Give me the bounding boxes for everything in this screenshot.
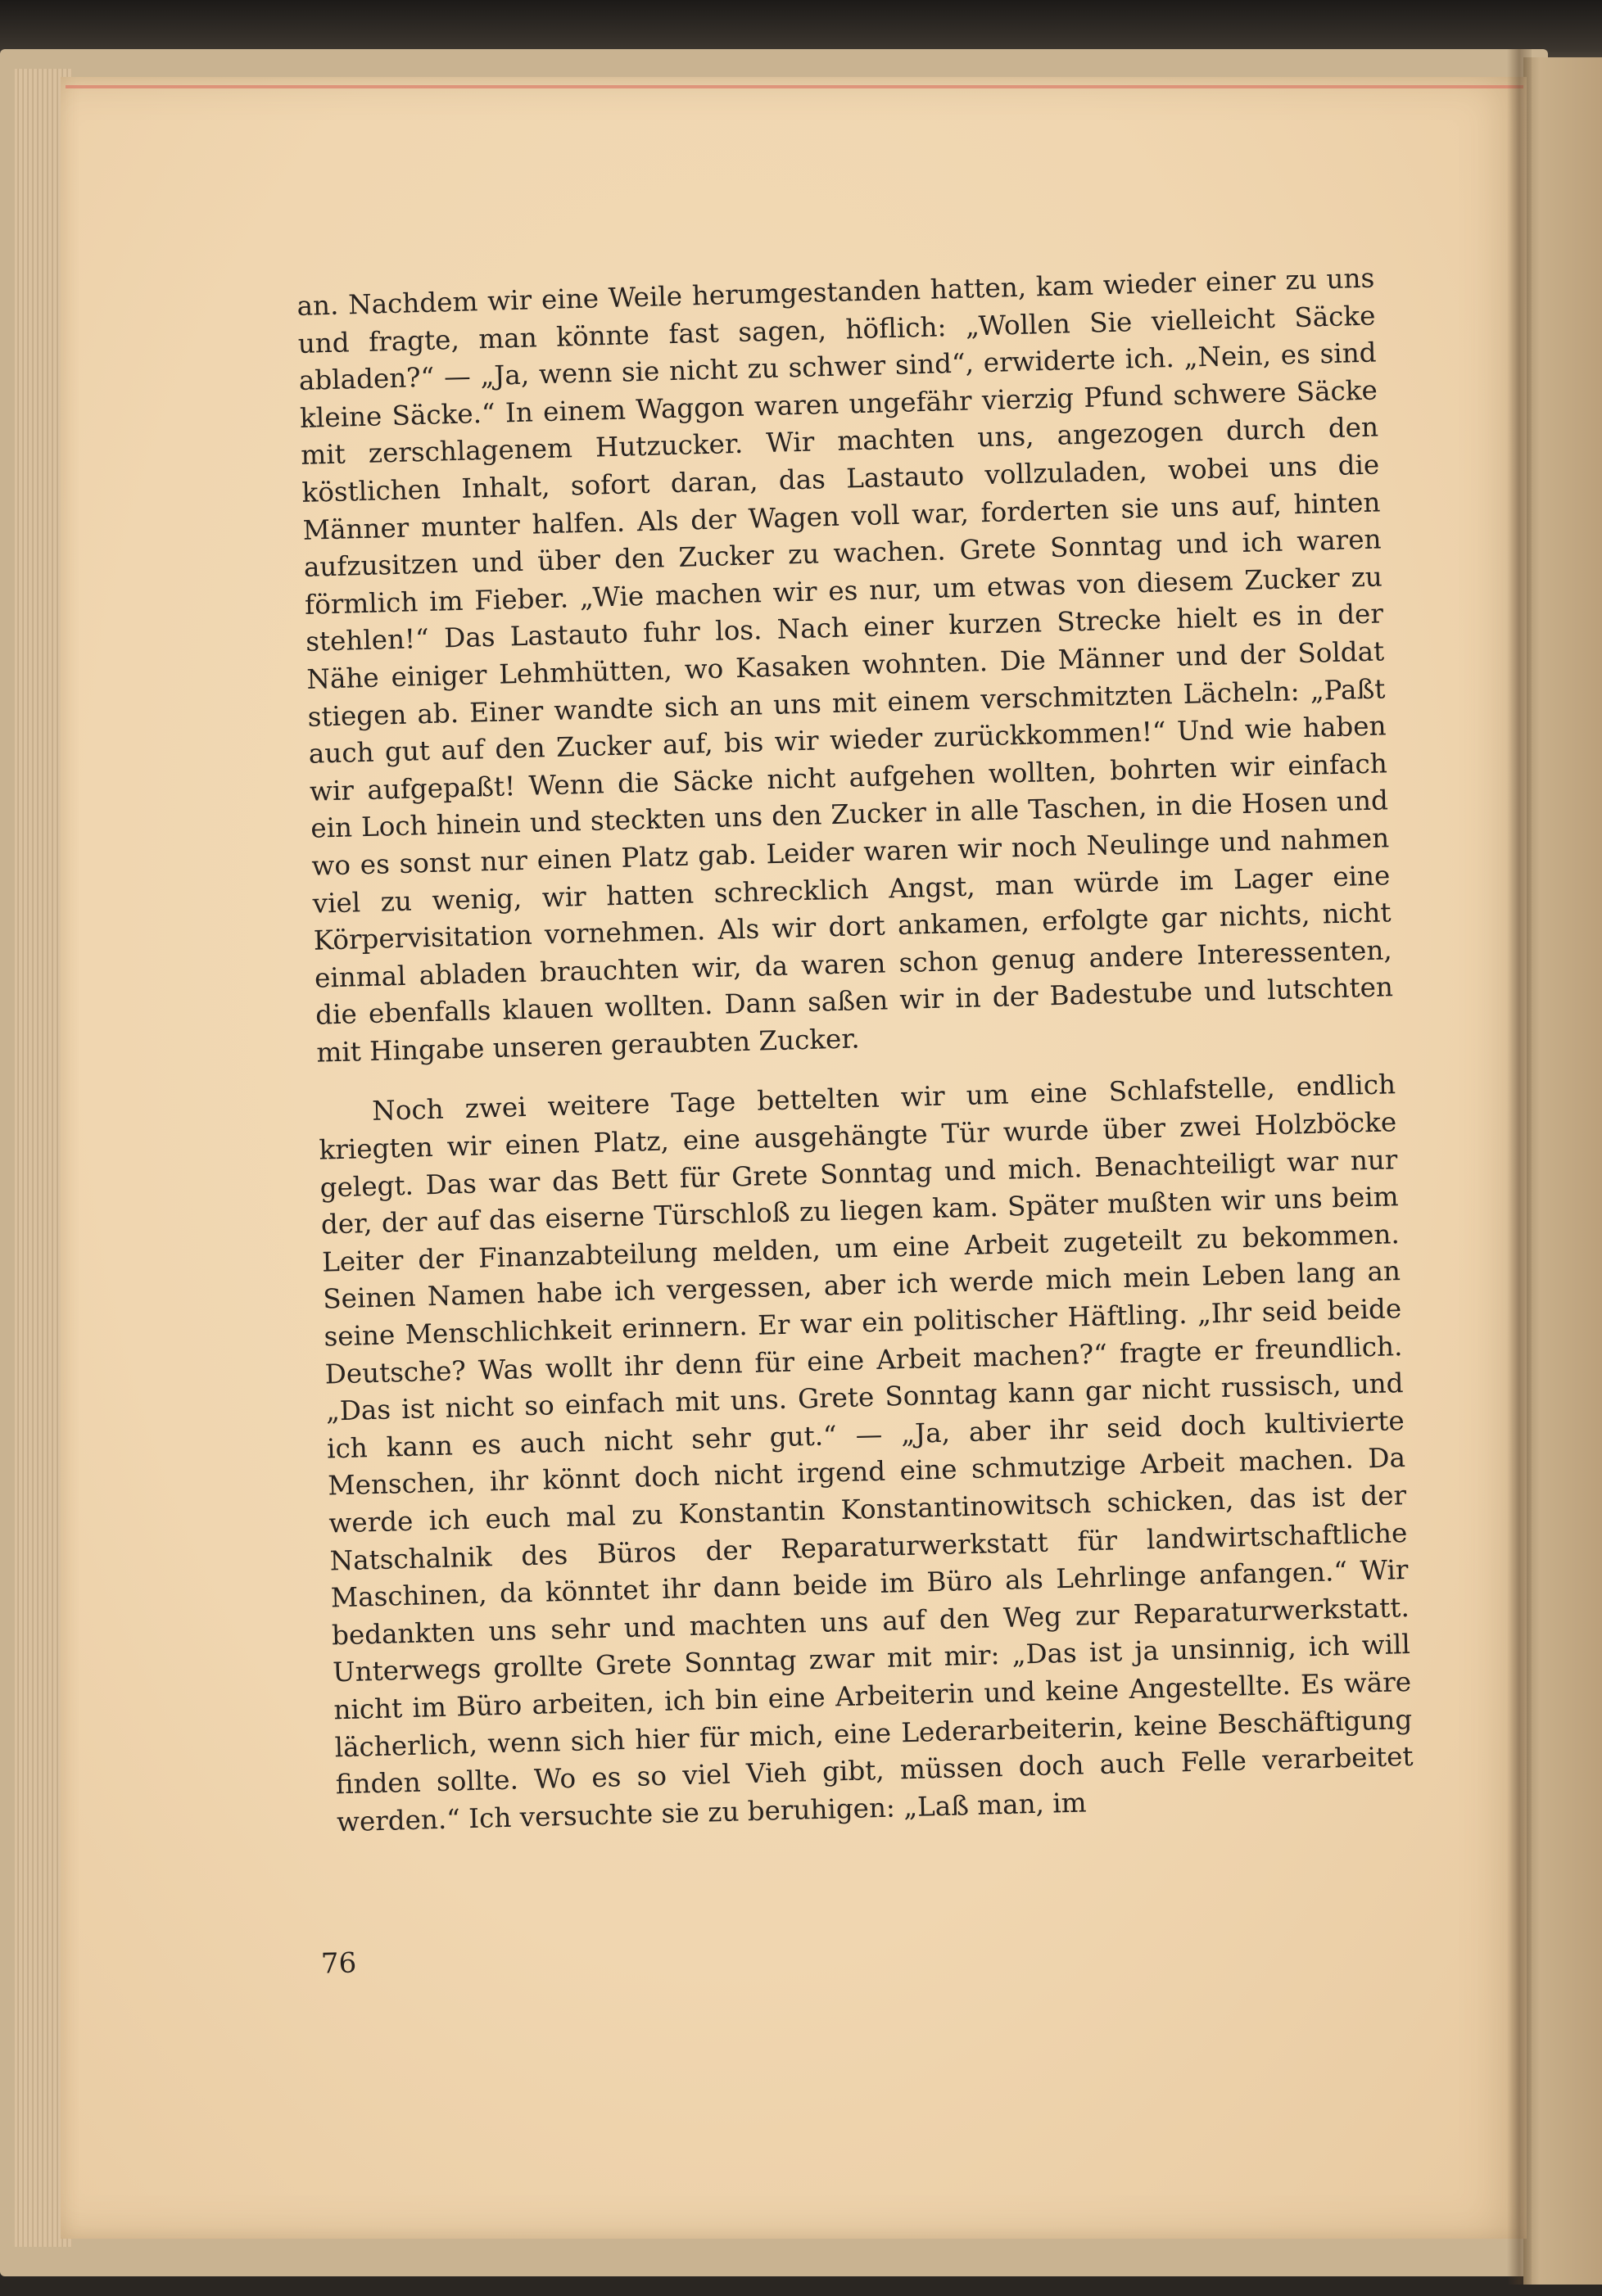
book-binding-shadow bbox=[1507, 49, 1532, 2285]
paragraph-1: an. Nachdem wir eine Weile herumgestanden hatten, kam wieder einer zu uns und fragte, man könnte fast sagen, höflich: „Wollen Sie vielleicht Säcke abladen?“ — „Ja, wenn sie nicht zu schwer sind“, erwiderte ich. „Nein, es sind kleine Säcke.“ In einem Waggon waren ungefähr vierzig Pfund schwere Säcke mit zerschlagenem Hutzucker. Wir machten uns, angezogen durch den köstlichen Inhalt, sofort daran, das Lastauto vollzuladen, wobei uns die Männer munter halfen. Als der Wagen voll war, forderten sie uns auf, hinten aufzusitzen und über den Zucker zu wachen. Grete Sonntag und ich waren förmlich im Fieber. „Wie machen wir es nur, um etwas von diesem Zucker zu stehlen!“ Das Lastauto fuhr los. Nach einer kurzen Strecke hielt es in der Nähe einiger Lehmhütten, wo Kasaken wohnten. Die Männer und der Soldat stiegen ab. Einer wandte sich an uns mit einem verschmitzten Lächeln: „Paßt auch gut auf den Zucker auf, bis wir wieder zurückkommen!“ Und wie haben wir aufgepaßt! Wenn die Säcke nicht aufgehen wollten, bohrten wir einfach ein Loch hinein und steckten uns den Zucker in alle Taschen, in die Hosen und wo es sonst nur einen Platz gab. Leider waren wir noch Neulinge und nahmen viel zu wenig, wir hatten schrecklich Angst, man würde im Lager eine Körpervisitation vornehmen. Als wir dort ankamen, erfolgte gar nichts, nicht einmal abladen brauchten wir, da waren schon genug andere Interessenten, die ebenfalls klauen wollten. Dann saßen wir in der Badestube und lutschten mit Hingabe unseren geraubten Zucker. bbox=[296, 262, 1394, 1069]
body-text bbox=[296, 260, 1414, 1842]
page-top-edge-rule bbox=[66, 85, 1523, 88]
facing-page-edge bbox=[1523, 57, 1602, 2285]
page-number: 76 bbox=[320, 1946, 357, 1981]
paragraph-2: Noch zwei weitere Tage bettelten wir um eine Schlafstelle, endlich kriegten wir einen Platz, eine ausgehängte Tür wurde über zwei Holzböcke gelegt. Das war das Bett für Grete Sonntag und mich. Benachteiligt war nur der, der auf das eiserne Türschloß zu liegen kam. Später mußten wir uns beim Leiter der Finanzabteilung melden, um eine Arbeit zugeteilt zu bekommen. Seinen Namen habe ich vergessen, aber ich werde mich mein Leben lang an seine Menschlichkeit erinnern. Er war ein politischer Häftling. „Ihr seid beide Deutsche? Was wollt ihr denn für eine Arbeit machen?“ fragte er freundlich. „Das ist nicht so einfach mit uns. Grete Sonntag kann gar nicht russisch, und ich kann es auch nicht sehr gut.“ — „Ja, aber ihr seid doch kultivierte Menschen, ihr könnt doch nicht irgend eine schmutzige Arbeit machen. Da werde ich euch mal zu Konstantin Konstantinowitsch schicken, das ist der Natschalnik des Büros der Reparaturwerkstatt für landwirtschaftliche Maschinen, da könntet ihr dann beide im Büro als Lehrlinge anfangen.“ Wir bedankten uns sehr und machten uns auf den Weg zur Reparaturwerkstatt. Unterwegs grollte Grete Sonntag zwar mit mir: „Das ist ja unsinnig, ich will nicht im Büro arbeiten, ich bin eine Arbeiterin und keine Angestellte. Es wäre lächerlich, wenn sich hier für mich, eine Lederarbeiterin, keine Beschäftigung finden sollte. Wo es so viel Vieh gibt, müssen doch auch Felle verarbeitet werden.“ Ich versuchte sie zu beruhigen: „Laß man, im bbox=[319, 1069, 1414, 1838]
